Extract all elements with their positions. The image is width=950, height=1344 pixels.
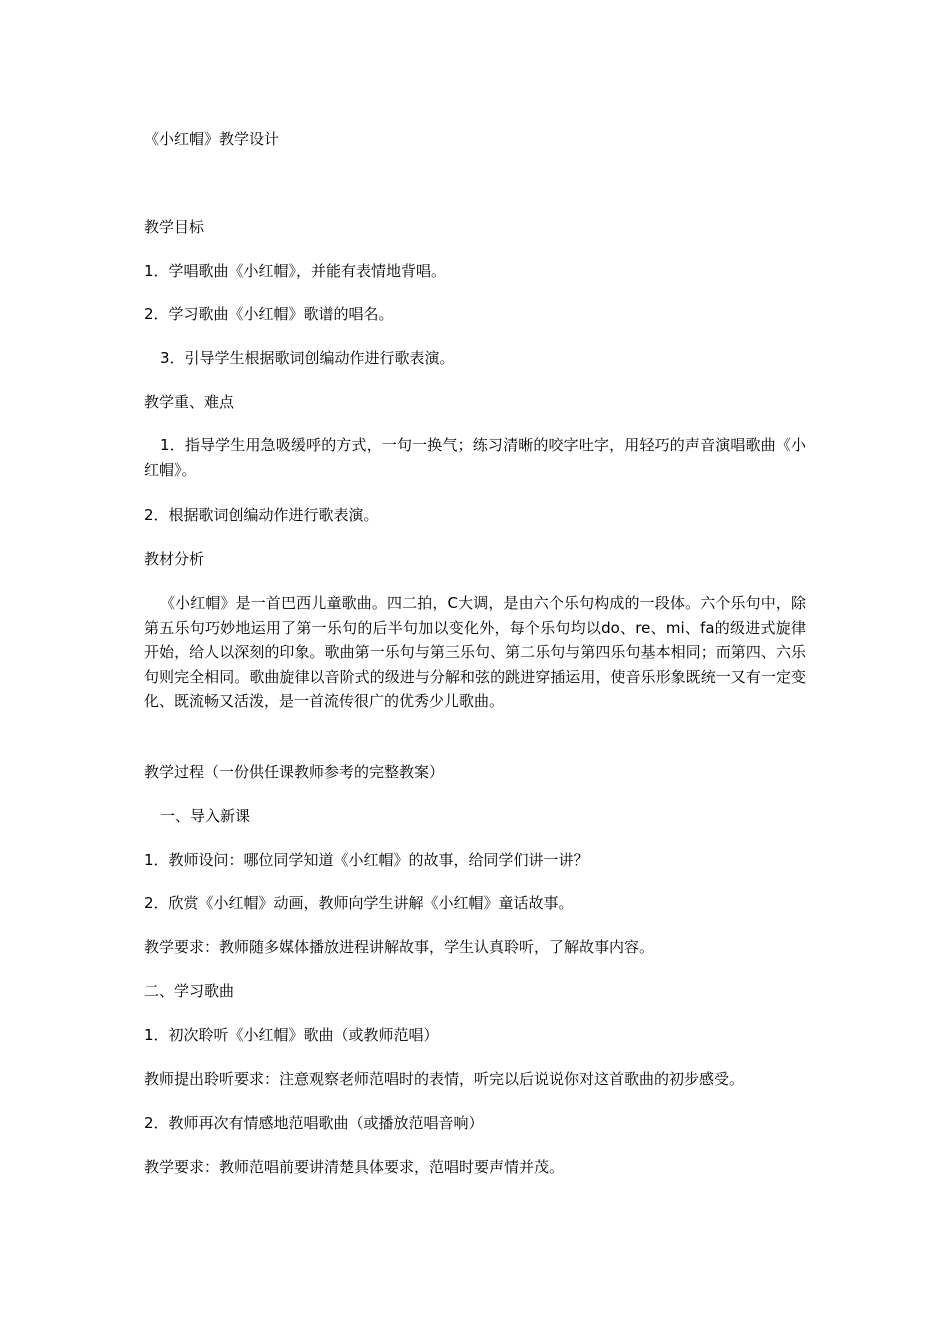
- section-item: 2．欣赏《小红帽》动画，教师向学生讲解《小红帽》童话故事。: [144, 894, 574, 912]
- key-points-heading: 教学重、难点: [144, 393, 235, 411]
- section-item: 1．初次聆听《小红帽》歌曲（或教师范唱）: [144, 1026, 439, 1044]
- section-item: 1．教师设问：哪位同学知道《小红帽》的故事，给同学们讲一讲？: [144, 851, 589, 869]
- section-heading: 一、导入新课: [160, 807, 251, 825]
- teaching-requirement: 教学要求：教师随多媒体播放进程讲解故事，学生认真聆听，了解故事内容。: [144, 938, 655, 956]
- section-heading: 二、学习歌曲: [144, 982, 235, 1000]
- teaching-requirement: 教学要求：教师范唱前要讲清楚具体要求，范唱时要声情并茂。: [144, 1158, 565, 1176]
- section-item: 2．教师再次有情感地范唱歌曲（或播放范唱音响）: [144, 1114, 484, 1132]
- key-point-item: 2．根据歌词创编动作进行歌表演。: [144, 506, 379, 524]
- objective-item: 2．学习歌曲《小红帽》歌谱的唱名。: [144, 305, 394, 323]
- analysis-heading: 教材分析: [144, 550, 205, 568]
- objective-item: 1．学唱歌曲《小红帽》，并能有表情地背唱。: [144, 262, 447, 280]
- process-heading: 教学过程（一份供任课教师参考的完整教案）: [144, 763, 445, 781]
- analysis-paragraph: 《小红帽》是一首巴西儿童歌曲。四二拍，C大调，是由六个乐句构成的一段体。六个乐句中，除第五乐句巧妙地运用了第一乐句的后半句加以变化外，每个乐句均以do、re、mi、fa的级进式旋律开始，给人以深刻的印象。歌曲第一乐句与第三乐句、第二乐句与第四乐句基本相同；而第四、六乐句则完全相同。歌曲旋律以音阶式的级进与分解和弦的跳进穿插运用，使音乐形象既统一又有一定变化、既流畅又活泼，是一首流传很广的优秀少儿歌曲。: [144, 594, 806, 710]
- objective-item: 3．引导学生根据歌词创编动作进行歌表演。: [160, 349, 455, 367]
- section-note: 教师提出聆听要求：注意观察老师范唱时的表情，听完以后说说你对这首歌曲的初步感受。: [144, 1070, 745, 1088]
- document-title: 《小红帽》教学设计: [144, 130, 280, 148]
- key-point-item: 1．指导学生用急吸缓呼的方式，一句一换气；练习清晰的咬字吐字，用轻巧的声音演唱歌曲《小红帽》。: [144, 436, 806, 479]
- objectives-heading: 教学目标: [144, 218, 205, 236]
